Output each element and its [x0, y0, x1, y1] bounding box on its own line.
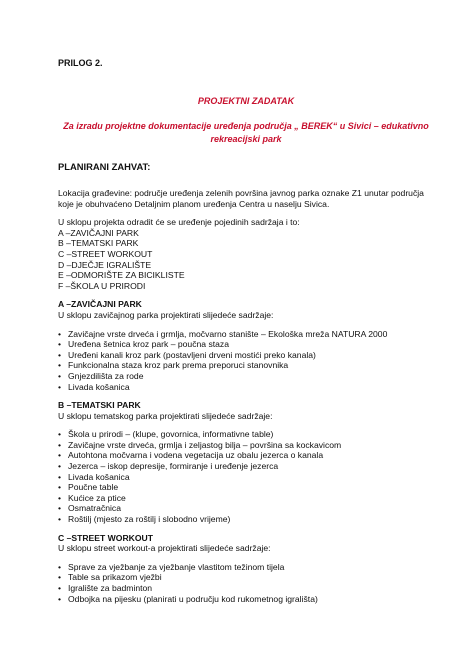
bullet-item: • Poučne table [58, 482, 434, 493]
attachment-label: PRILOG 2. [58, 58, 103, 68]
bullet-item: • Uređena šetnica kroz park – poučna staza [58, 339, 434, 350]
bullet-item: • Table sa prikazom vježbi [58, 572, 434, 583]
section-a-intro: U sklopu zavičajnog parka projektirati slijedeće sadržaje: [58, 309, 274, 320]
bullet-item: • Jezerca – iskop depresije, formiranje i uređenje jezerca [58, 461, 434, 472]
list-item: D –DJEČJE IGRALIŠTE [58, 259, 152, 270]
bullet-item: • Uređeni kanali kroz park (postavljeni drveni mostići preko kanala) [58, 350, 434, 361]
location-paragraph: Lokacija građevine: područje uređenja zelenih površina javnog parka oznake Z1 unutar područja koje je obuhvaćeno Detaljnim planom uređenja Centra u naselju Sivica. [58, 188, 424, 209]
bullet-item: • Sprave za vježbanje za vježbanje vlastitom težinom tijela [58, 562, 434, 573]
bullet-item: • Zavičajne vrste drveća, grmlja i zeljastog bilja – površina sa kockavicom [58, 440, 434, 451]
bullet-item: • Livada košanica [58, 382, 434, 393]
section-c-list [58, 562, 434, 604]
section-b-list [58, 429, 434, 524]
section-c-title: C –STREET WORKOUT [58, 532, 154, 543]
bullet-item: • Kućice za ptice [58, 493, 434, 504]
list-item: F –ŠKOLA U PRIRODI [58, 280, 146, 291]
section-heading: PLANIRANI ZAHVAT: [58, 161, 151, 172]
list-item: B –TEMATSKI PARK [58, 238, 139, 249]
document-title: PROJEKTNI ZADATAK [197, 96, 295, 106]
bullet-item: • Igralište za badminton [58, 583, 434, 594]
bullet-item: • Funkcionalna staza kroz park prema preporuci stanovnika [58, 360, 434, 371]
bullet-item: • Roštilj (mjesto za roštilj i slobodno vrijeme) [58, 514, 434, 525]
bullet-item: • Livada košanica [58, 472, 434, 483]
bullet-item: • Autohtona močvarna i vodena vegetacija uz obalu jezerca o kanala [58, 450, 434, 461]
intro-paragraph: U sklopu projekta odradit će se uređenje pojedinih sadržaja i to: [58, 217, 300, 228]
content-list [58, 228, 434, 292]
list-item: A –ZAVIČAJNI PARK [58, 227, 139, 238]
document-body [58, 188, 434, 604]
list-item: C –STREET WORKOUT [58, 248, 153, 259]
section-c-intro: U sklopu street workout-a projektirati slijedeće sadržaje: [58, 543, 271, 554]
bullet-item: • Odbojka na pijesku (planirati u području kod rukometnog igrališta) [58, 594, 434, 605]
bullet-item: • Osmatračnica [58, 503, 434, 514]
bullet-item: • Gnjezdilišta za rode [58, 371, 434, 382]
section-a-list [58, 329, 434, 393]
bullet-item: • Zavičajne vrste drveća i grmlja, močvarno stanište – Ekološka mreža NATURA 2000 [58, 329, 434, 340]
document-subtitle: Za izradu projektne dokumentacije uređenja područja „ BEREK“ u Sivici – edukativno rekreacijski park [63, 121, 429, 144]
section-b-intro: U sklopu tematskog parka projektirati slijedeće sadržaje: [58, 410, 273, 421]
bullet-item: • Škola u prirodi – (klupe, govornica, informativne table) [58, 429, 434, 440]
section-b-title: B –TEMATSKI PARK [58, 400, 141, 411]
section-a-title: A –ZAVIČAJNI PARK [58, 299, 142, 310]
list-item: E –ODMORIŠTE ZA BICIKLISTE [58, 270, 185, 281]
